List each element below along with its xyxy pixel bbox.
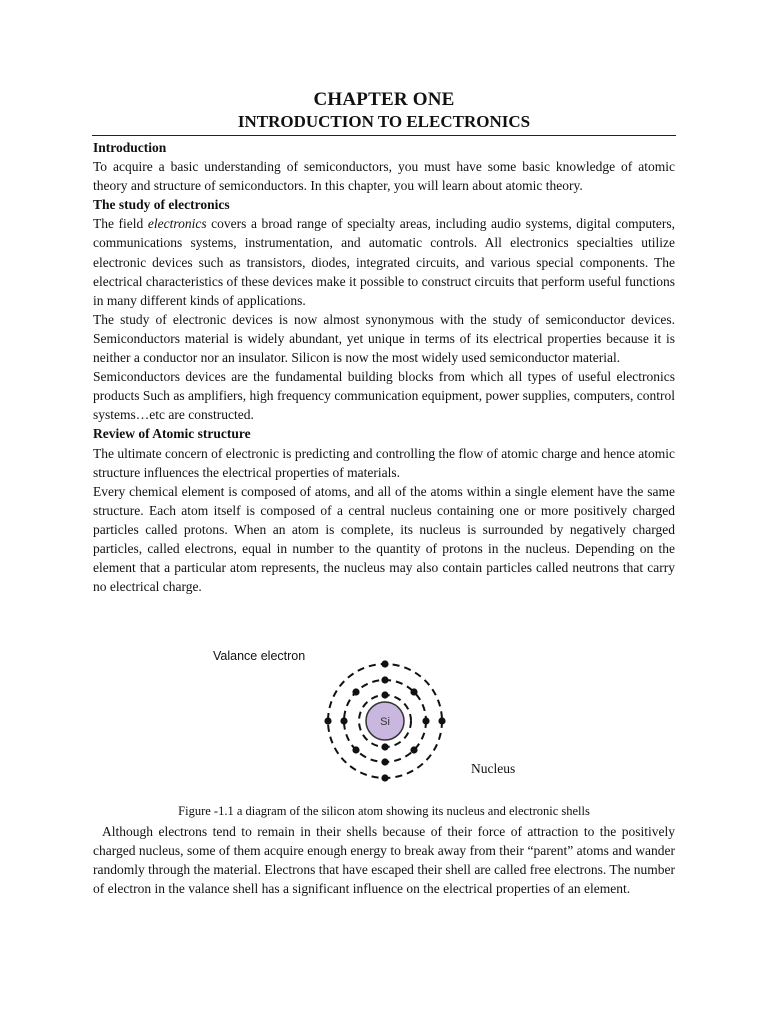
paragraph-study-building-blocks: Semiconductors devices are the fundamental building blocks from which all types of useful electronics products Such as amplifiers, high frequency communication equipment, power supplies, computers, control systems…etc are constructed. xyxy=(93,369,675,423)
electron-middle-shell-2 xyxy=(422,717,429,724)
valence-electron-2 xyxy=(438,717,445,724)
section-heading-study: The study of electronics xyxy=(93,197,230,213)
paragraph-study-devices: The study of electronic devices is now almost synonymous with the study of semiconductor devices. Semiconductors material is widely abundant, yet unique in terms of its electrical properties because it is neither a conductor nor an insulator. Silicon is now the most widely used semiconductor material. xyxy=(93,311,675,366)
electron-middle-shell-5 xyxy=(410,688,417,695)
paragraph-study-field xyxy=(93,214,675,309)
paragraph-study-field-start: The field xyxy=(93,216,148,232)
chapter-title: INTRODUCTION TO ELECTRONICS xyxy=(237,112,531,131)
nucleus-symbol: Si xyxy=(380,716,390,728)
paragraph-atomic-concern: The ultimate concern of electronic is predicting and controlling the flow of atomic charge and hence atomic structure influences the electrical properties of materials. xyxy=(93,445,675,480)
closing-text xyxy=(93,822,675,898)
paragraph-free-electrons: Although electrons tend to remain in their shells because of their force of attraction to the positively charged nucleus, some of them acquire enough energy to break away from their “parent” atoms and wander randomly through the material. Electrons that have escaped their shell are called free electrons. The number of electron in the valance shell has a significant influence on the electrical properties of an element. xyxy=(93,824,675,897)
silicon-atom-diagram xyxy=(200,640,560,815)
electron-middle-shell-7 xyxy=(352,746,359,753)
valence-electron-4 xyxy=(324,717,331,724)
paragraph-introduction: To acquire a basic understanding of semiconductors, you must have some basic knowledge of atomic theory and structure of semiconductors. In this chapter, you will learn about atomic theory. xyxy=(93,159,675,194)
electron-inner-shell-1 xyxy=(381,691,388,698)
valence-electron-3 xyxy=(381,774,388,781)
title-underline-divider xyxy=(92,135,676,136)
nucleus-label: Nucleus xyxy=(471,761,516,776)
section-heading-atomic: Review of Atomic structure xyxy=(93,426,251,442)
paragraph-study-field-rest: covers a broad range of specialty areas, including audio systems, digital computers, communications systems, instrumentation, and automatic controls. All electronics specialties utilize electronic devices such as transistors, diodes, integrated circuits, and various special components. The electrical characteristics of these devices make it possible to construct circuits that perform useful functions in many different kinds of applications. xyxy=(93,216,675,308)
electron-middle-shell-4 xyxy=(340,717,347,724)
electron-middle-shell-1 xyxy=(381,676,388,683)
chapter-number-title: CHAPTER ONE xyxy=(313,89,455,110)
section-heading-introduction: Introduction xyxy=(93,140,167,155)
valence-electron-1 xyxy=(381,660,388,667)
electron-middle-shell-8 xyxy=(352,688,359,695)
valance-electron-label: Valance electron xyxy=(213,649,306,663)
paragraph-atomic-composition: Every chemical element is composed of atoms, and all of the atoms within a single element have the same structure. Each atom itself is composed of a central nucleus containing one or more positively charged particles called protons. When an atom is complete, its nucleus is surrounded by negatively charged particles, called electrons, equal in number to the quantity of protons in the nucleus. Depending on the element that a particular atom represents, the nucleus may also contain particles called neutrons that carry no electrical charge. xyxy=(93,483,675,595)
emphasis-electronics: electronics xyxy=(147,216,207,232)
electron-middle-shell-6 xyxy=(410,746,417,753)
figure-caption: Figure -1.1 a diagram of the silicon atom showing its nucleus and electronic shells xyxy=(178,804,590,818)
electron-middle-shell-3 xyxy=(381,758,388,765)
electron-inner-shell-2 xyxy=(381,743,388,750)
body-text xyxy=(93,138,675,596)
